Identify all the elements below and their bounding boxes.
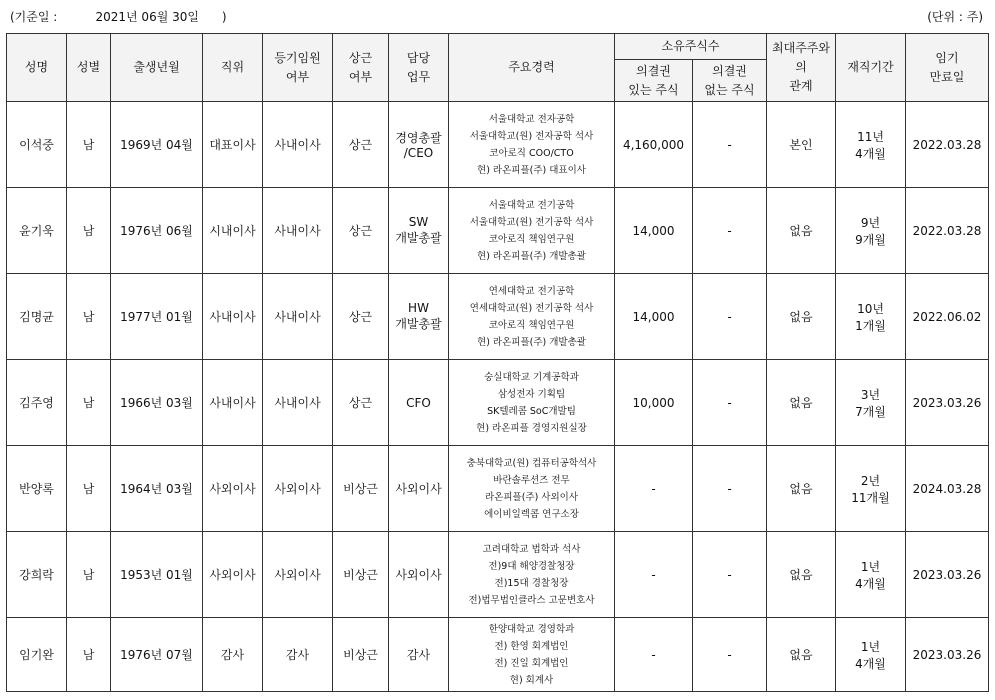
cell-tenure: 1년 4개월 <box>836 532 906 618</box>
cell-fulltime: 상근 <box>333 360 389 446</box>
cell-career: 숭실대학교 기계공학과 삼성전자 기획팀 SK텔레콤 SoC개발팀 현) 라온피플 경영지원실장 <box>449 360 615 446</box>
basis-close: ) <box>221 10 227 24</box>
table-row <box>7 360 989 446</box>
cell-tenure: 3년 7개월 <box>836 360 906 446</box>
cell-relation: 없음 <box>767 360 836 446</box>
cell-name: 김주영 <box>7 360 67 446</box>
cell-name: 임기완 <box>7 618 67 692</box>
cell-duty: CFO <box>389 360 449 446</box>
col-header-position: 직위 <box>203 34 263 102</box>
cell-term-end: 2022.03.28 <box>906 188 989 274</box>
col-header-voting: 의결권 있는 주식 <box>615 60 693 102</box>
cell-name: 반양록 <box>7 446 67 532</box>
cell-birth: 1976년 06월 <box>111 188 203 274</box>
table-row <box>7 274 989 360</box>
cell-position: 감사 <box>203 618 263 692</box>
cell-duty: SW 개발총괄 <box>389 188 449 274</box>
col-header-tenure: 재직기간 <box>836 34 906 102</box>
cell-birth: 1966년 03월 <box>111 360 203 446</box>
basis-date: 2021년 06월 30일 <box>95 10 199 24</box>
cell-tenure: 11년 4개월 <box>836 102 906 188</box>
cell-registered: 사내이사 <box>263 188 333 274</box>
cell-registered: 사내이사 <box>263 360 333 446</box>
cell-registered: 사외이사 <box>263 446 333 532</box>
cell-position: 사내이사 <box>203 274 263 360</box>
table-caption-bar <box>0 0 995 33</box>
cell-tenure: 2년 11개월 <box>836 446 906 532</box>
cell-fulltime: 비상근 <box>333 446 389 532</box>
cell-nonvoting-shares: - <box>693 446 767 532</box>
cell-position: 사내이사 <box>203 360 263 446</box>
cell-term-end: 2022.06.02 <box>906 274 989 360</box>
cell-birth: 1977년 01월 <box>111 274 203 360</box>
cell-position: 시내이사 <box>203 188 263 274</box>
cell-tenure: 1년 4개월 <box>836 618 906 692</box>
cell-gender: 남 <box>67 102 111 188</box>
cell-career: 서울대학교 전자공학 서울대학교(원) 전자공학 석사 코아로직 COO/CTO 현) 라온피플(주) 대표이사 <box>449 102 615 188</box>
cell-gender: 남 <box>67 532 111 618</box>
cell-relation: 없음 <box>767 274 836 360</box>
cell-term-end: 2022.03.28 <box>906 102 989 188</box>
col-header-term: 임기 만료일 <box>906 34 989 102</box>
cell-name: 강희락 <box>7 532 67 618</box>
cell-gender: 남 <box>67 360 111 446</box>
col-header-registered: 등기임원 여부 <box>263 34 333 102</box>
table-row <box>7 102 989 188</box>
cell-registered: 감사 <box>263 618 333 692</box>
cell-fulltime: 상근 <box>333 102 389 188</box>
cell-term-end: 2023.03.26 <box>906 360 989 446</box>
cell-gender: 남 <box>67 618 111 692</box>
cell-voting-shares: 14,000 <box>615 274 693 360</box>
cell-nonvoting-shares: - <box>693 188 767 274</box>
cell-registered: 사외이사 <box>263 532 333 618</box>
unit-label: (단위 : 주) <box>927 10 983 24</box>
cell-gender: 남 <box>67 446 111 532</box>
cell-voting-shares: 10,000 <box>615 360 693 446</box>
cell-career: 연세대학교 전기공학 연세대학교(원) 전기공학 석사 코아로직 책임연구원 현) 라온피플(주) 개발총괄 <box>449 274 615 360</box>
cell-career: 서울대학교 전기공학 서울대학교(원) 전기공학 석사 코아로직 책임연구원 현) 라온피플(주) 개발총괄 <box>449 188 615 274</box>
col-header-birth: 출생년월 <box>111 34 203 102</box>
cell-duty: 경영총괄 /CEO <box>389 102 449 188</box>
cell-career: 충북대학교(원) 컴퓨터공학석사 바란솔루션즈 전무 라온피플(주) 사외이사 에이비일렉콤 연구소장 <box>449 446 615 532</box>
col-header-duty: 담당 업무 <box>389 34 449 102</box>
cell-relation: 없음 <box>767 446 836 532</box>
cell-relation: 본인 <box>767 102 836 188</box>
cell-fulltime: 비상근 <box>333 532 389 618</box>
cell-birth: 1969년 04월 <box>111 102 203 188</box>
cell-duty: 사외이사 <box>389 532 449 618</box>
col-header-career: 주요경력 <box>449 34 615 102</box>
col-header-name: 성명 <box>7 34 67 102</box>
cell-name: 이석중 <box>7 102 67 188</box>
cell-tenure: 9년 9개월 <box>836 188 906 274</box>
cell-duty: 사외이사 <box>389 446 449 532</box>
cell-gender: 남 <box>67 188 111 274</box>
cell-relation: 없음 <box>767 618 836 692</box>
cell-position: 사외이사 <box>203 446 263 532</box>
cell-nonvoting-shares: - <box>693 274 767 360</box>
cell-fulltime: 비상근 <box>333 618 389 692</box>
basis-label: (기준일 : <box>10 10 58 24</box>
cell-relation: 없음 <box>767 188 836 274</box>
table-row <box>7 532 989 618</box>
cell-tenure: 10년 1개월 <box>836 274 906 360</box>
table-row <box>7 618 989 692</box>
cell-birth: 1953년 01월 <box>111 532 203 618</box>
col-header-nonvoting: 의결권 없는 주식 <box>693 60 767 102</box>
cell-term-end: 2024.03.28 <box>906 446 989 532</box>
cell-duty: 감사 <box>389 618 449 692</box>
cell-position: 사외이사 <box>203 532 263 618</box>
cell-duty: HW 개발총괄 <box>389 274 449 360</box>
col-header-gender: 성별 <box>67 34 111 102</box>
cell-term-end: 2023.03.26 <box>906 618 989 692</box>
table-row <box>7 188 989 274</box>
cell-voting-shares: - <box>615 618 693 692</box>
table-row <box>7 446 989 532</box>
cell-career: 한양대학교 경영학과 전) 한영 회계법인 전) 진일 회계법인 현) 회계사 <box>449 618 615 692</box>
cell-name: 김명균 <box>7 274 67 360</box>
cell-career: 고려대학교 법학과 석사 전)9대 해양경찰청장 전)15대 경찰청장 전)법무법인클라스 고문변호사 <box>449 532 615 618</box>
cell-birth: 1964년 03월 <box>111 446 203 532</box>
cell-term-end: 2023.03.26 <box>906 532 989 618</box>
cell-name: 윤기욱 <box>7 188 67 274</box>
executive-table <box>6 33 989 692</box>
cell-nonvoting-shares: - <box>693 102 767 188</box>
cell-voting-shares: 4,160,000 <box>615 102 693 188</box>
cell-gender: 남 <box>67 274 111 360</box>
col-header-shares: 소유주식수 <box>615 34 767 60</box>
cell-nonvoting-shares: - <box>693 618 767 692</box>
cell-nonvoting-shares: - <box>693 532 767 618</box>
cell-voting-shares: - <box>615 532 693 618</box>
cell-birth: 1976년 07월 <box>111 618 203 692</box>
cell-position: 대표이사 <box>203 102 263 188</box>
col-header-fulltime: 상근 여부 <box>333 34 389 102</box>
basis-date-line <box>10 8 227 25</box>
cell-relation: 없음 <box>767 532 836 618</box>
cell-registered: 사내이사 <box>263 102 333 188</box>
cell-voting-shares: 14,000 <box>615 188 693 274</box>
cell-fulltime: 상근 <box>333 274 389 360</box>
cell-nonvoting-shares: - <box>693 360 767 446</box>
cell-voting-shares: - <box>615 446 693 532</box>
cell-registered: 사내이사 <box>263 274 333 360</box>
cell-fulltime: 상근 <box>333 188 389 274</box>
col-header-relation: 최대주주와 의 관계 <box>767 34 836 102</box>
